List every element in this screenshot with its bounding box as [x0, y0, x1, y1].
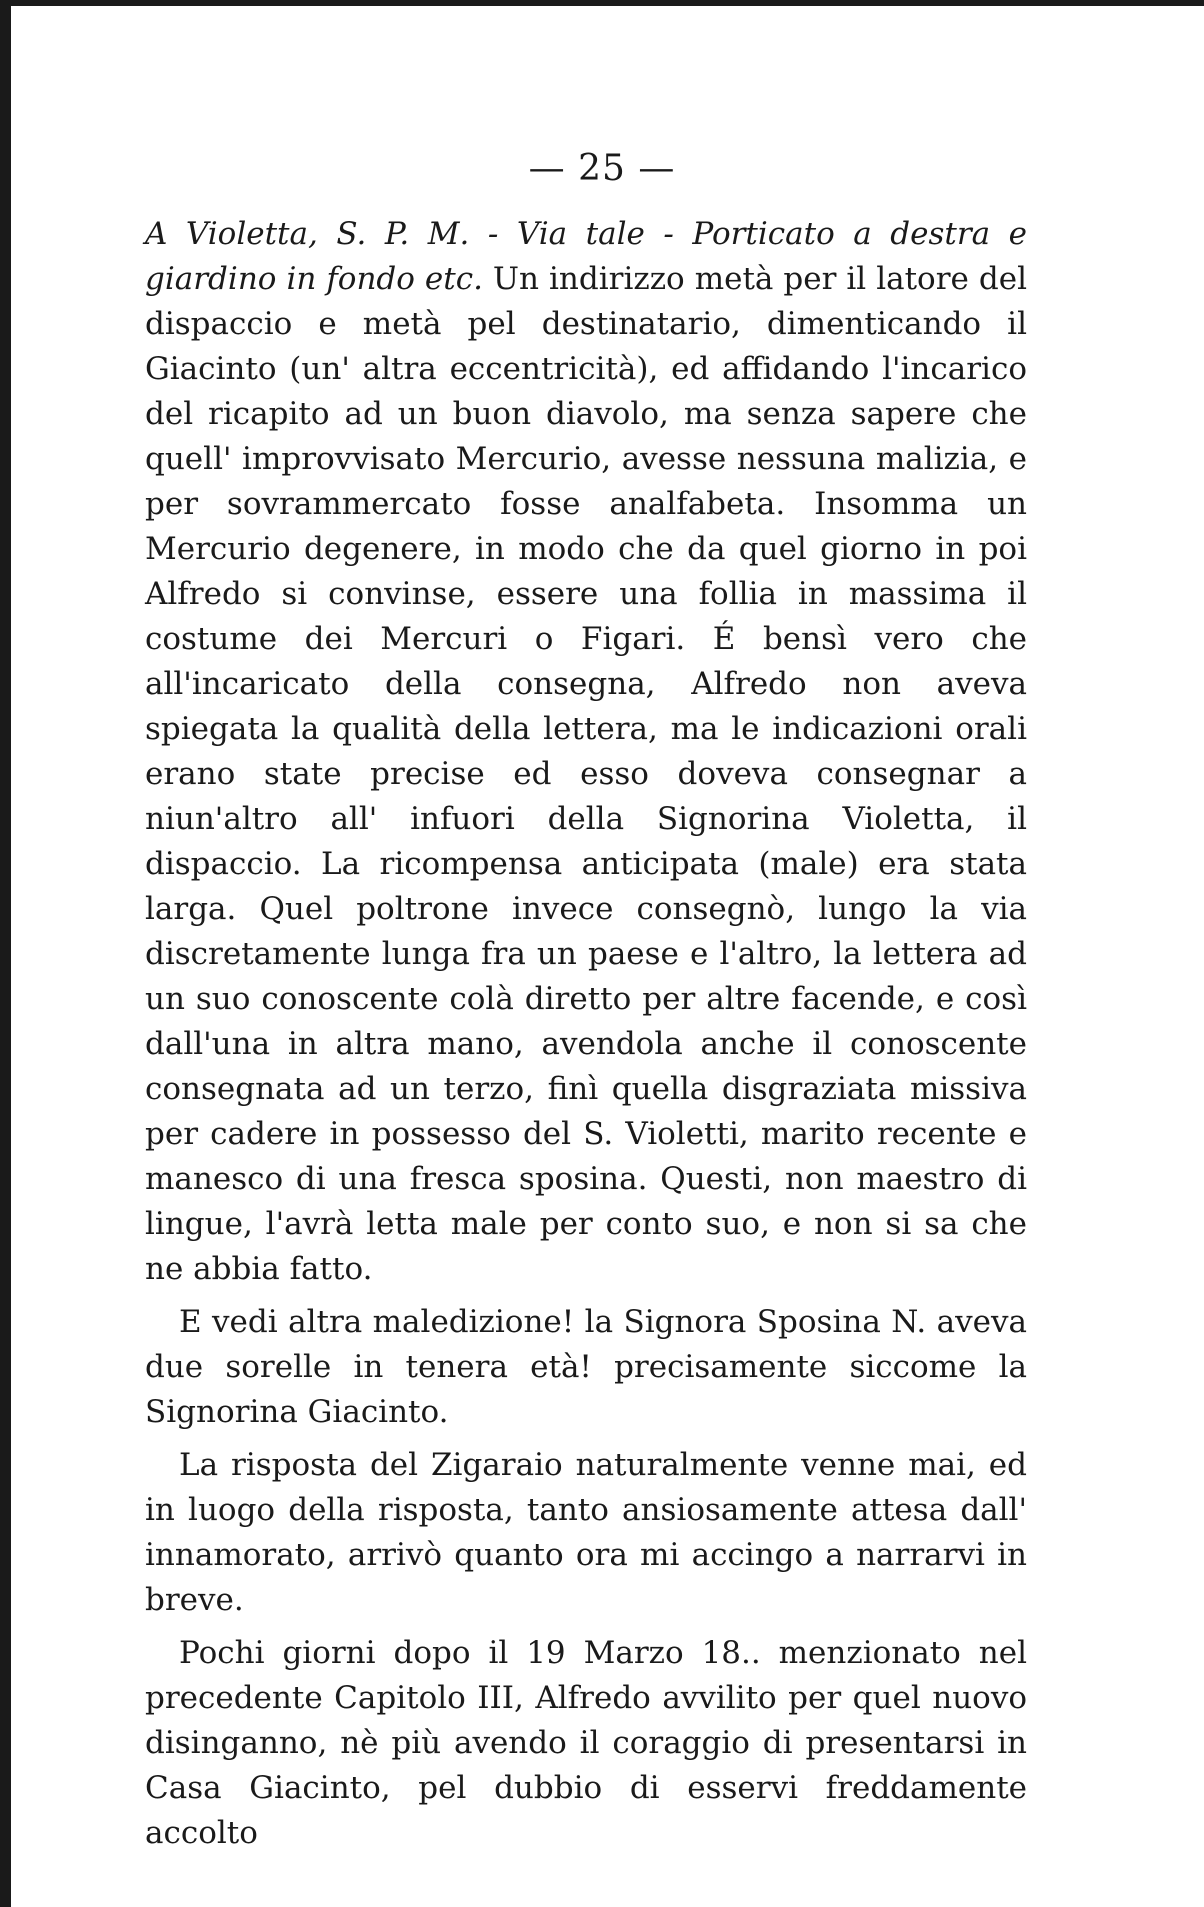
italic-address: A Violetta, S. P. M. - Via tale - Porticato a destra e giardino in fondo etc.	[145, 216, 1027, 297]
paragraph-1	[145, 212, 1027, 1292]
paragraph-1-text: Un indirizzo metà per il latore del dispaccio e metà pel destinatario, dimenticando il Giacinto (un' altra eccentricità), ed affidando l'incarico del ricapito ad un buon diavolo, ma senza sapere che quell' improvvisato Mercurio, avesse nessuna malizia, e per sovrammercato fosse analfabeta. Insomma un Mercurio degenere, in modo che da quel giorno in poi Alfredo si convinse, essere una follia in massima il costume dei Mercuri o Figari. É bensì vero che all'incaricato della consegna, Alfredo non aveva spiegata la qualità della lettera, ma le indicazioni orali erano state precise ed esso doveva consegnar a niun'altro all' infuori della Signorina Violetta, il dispaccio. La ricompensa anticipata (male) era stata larga. Quel poltrone invece consegnò, lungo la via discretamente lunga fra un paese e l'altro, la lettera ad un suo conoscente colà diretto per altre facende, e così dall'una in altra mano, avendola anche il conoscente consegnata ad un terzo, finì quella disgraziata missiva per cadere in possesso del S. Violetti, marito recente e manesco di una fresca sposina. Questi, non maestro di lingue, l'avrà letta male per conto suo, e non si sa che ne abbia fatto.	[145, 261, 1027, 1287]
top-border-rule	[0, 0, 1204, 6]
paragraph-3: La risposta del Zigaraio naturalmente venne mai, ed in luogo della risposta, tanto ansiosamente attesa dall' innamorato, arrivò quanto ora mi accingo a narrarvi in breve.	[145, 1447, 1027, 1618]
body-text	[145, 212, 1027, 1856]
paragraph-4: Pochi giorni dopo il 19 Marzo 18.. menzionato nel precedente Capitolo III, Alfredo avvilito per quel nuovo disinganno, nè più avendo il coraggio di presentarsi in Casa Giacinto, pel dubbio di esservi freddamente accolto	[145, 1635, 1027, 1851]
page-number: — 25 —	[528, 148, 676, 189]
paragraph-2: E vedi altra maledizione! la Signora Sposina N. aveva due sorelle in tenera età! precisamente siccome la Signorina Giacinto.	[145, 1304, 1027, 1430]
left-page-edge	[0, 0, 11, 1907]
